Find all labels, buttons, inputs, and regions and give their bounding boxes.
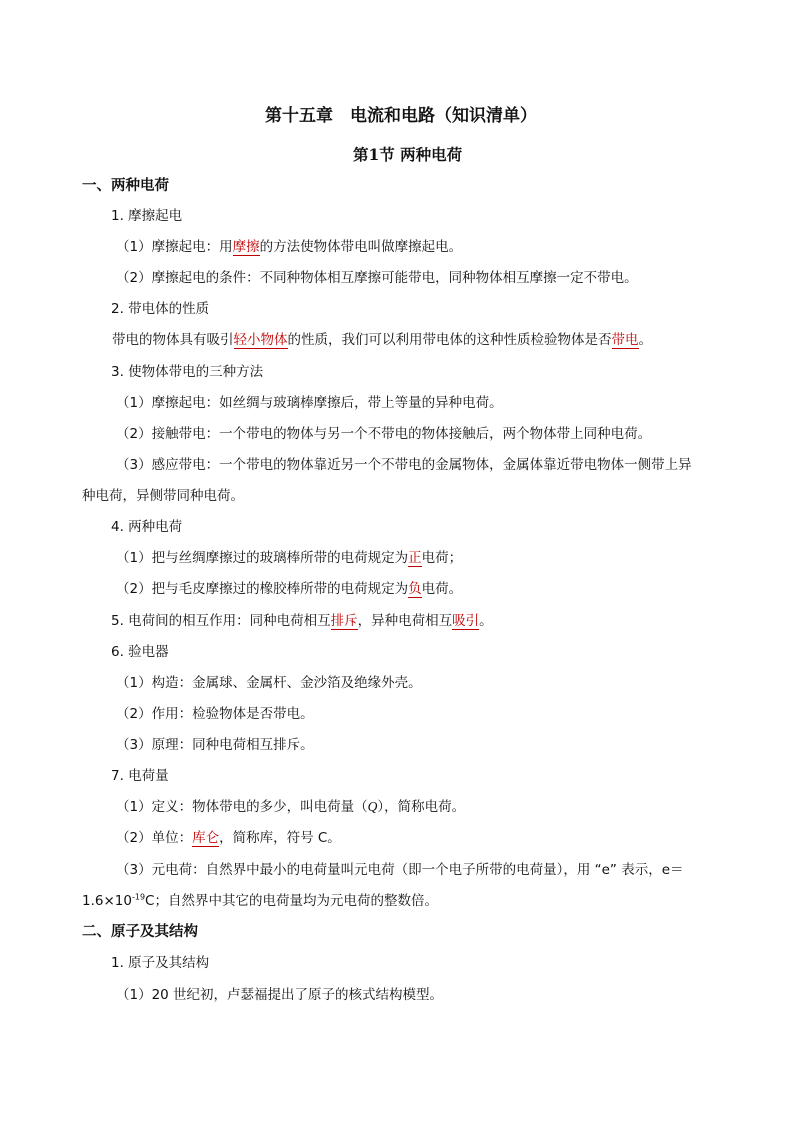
section-title: 第1节 两种电荷 bbox=[353, 145, 463, 164]
text: ，异种电荷相互 bbox=[357, 613, 453, 629]
subheading-electroscope: 6. 验电器 bbox=[111, 644, 169, 660]
symbol-q: Q bbox=[367, 799, 378, 814]
subheading-friction: 1. 摩擦起电 bbox=[111, 208, 183, 224]
paragraph-electroscope-principle: （3）原理：同种电荷相互排斥。 bbox=[116, 737, 314, 753]
text: 的方法使物体带电叫做摩擦起电。 bbox=[259, 239, 463, 255]
paragraph-negative-charge bbox=[116, 579, 462, 599]
paragraph-elementary-charge-cont bbox=[82, 891, 438, 911]
answer-friction: 摩擦 bbox=[232, 239, 260, 255]
subheading-charge-quantity: 7. 电荷量 bbox=[111, 768, 169, 784]
paragraph-property bbox=[112, 330, 652, 350]
paragraph-charge-definition bbox=[116, 797, 465, 817]
text: （1）把与丝绸摩擦过的玻璃棒所带的电荷规定为 bbox=[116, 550, 409, 566]
text: 带电的物体具有吸引 bbox=[112, 332, 234, 348]
paragraph-method-induction-cont: 种电荷，异侧带同种电荷。 bbox=[82, 488, 244, 504]
paragraph-positive-charge bbox=[116, 548, 462, 568]
text: （2）单位： bbox=[116, 830, 193, 846]
chapter-title: 第十五章 电流和电路（知识清单） bbox=[265, 106, 537, 126]
text: 。 bbox=[638, 332, 652, 348]
paragraph-friction-condition: （2）摩擦起电的条件：不同种物体相互摩擦可能带电，同种物体相互摩擦一定不带电。 bbox=[116, 270, 638, 286]
answer-repel: 排斥 bbox=[330, 613, 358, 629]
text: C；自然界中其它的电荷量均为元电荷的整数倍。 bbox=[145, 893, 438, 909]
text: 5. 电荷间的相互作用：同种电荷相互 bbox=[111, 613, 331, 629]
paragraph-elementary-charge: （3）元电荷：自然界中最小的电荷量叫元电荷（即一个电子所带的电荷量），用 “e” 表示，e＝ bbox=[116, 862, 684, 878]
answer-light-objects: 轻小物体 bbox=[233, 332, 288, 348]
paragraph-method-friction: （1）摩擦起电：如丝绸与玻璃棒摩擦后，带上等量的异种电荷。 bbox=[116, 395, 503, 411]
text: 电荷； bbox=[421, 550, 463, 566]
answer-negative: 负 bbox=[408, 581, 422, 597]
text: ），简称电荷。 bbox=[377, 799, 466, 815]
text: （1）摩擦起电：用 bbox=[116, 239, 233, 255]
text: 的性质，我们可以利用带电体的这种性质检验物体是否 bbox=[287, 332, 612, 348]
answer-positive: 正 bbox=[408, 550, 422, 566]
subheading-property: 2. 带电体的性质 bbox=[111, 301, 210, 317]
subheading-atom: 1. 原子及其结构 bbox=[111, 955, 210, 971]
paragraph-charge-unit bbox=[116, 828, 341, 848]
text: 1.6×10 bbox=[82, 893, 132, 909]
text: ，简称库，符号 C。 bbox=[219, 830, 341, 846]
subheading-two-kinds: 4. 两种电荷 bbox=[111, 519, 183, 535]
subheading-interaction bbox=[111, 611, 493, 631]
paragraph-rutherford: （1）20 世纪初，卢瑟福提出了原子的核式结构模型。 bbox=[116, 987, 444, 1003]
exponent: -19 bbox=[131, 892, 146, 902]
text: 电荷。 bbox=[421, 581, 463, 597]
heading-two-charges: 一、两种电荷 bbox=[82, 177, 169, 194]
paragraph-method-induction: （3）感应带电：一个带电的物体靠近另一个不带电的金属物体，金属体靠近带电物体一侧带上异 bbox=[116, 457, 692, 473]
paragraph-friction-def bbox=[116, 237, 462, 257]
heading-atom-structure: 二、原子及其结构 bbox=[82, 923, 198, 940]
text: （2）把与毛皮摩擦过的橡胶棒所带的电荷规定为 bbox=[116, 581, 409, 597]
text: （1）定义：物体带电的多少，叫电荷量（ bbox=[116, 799, 368, 815]
paragraph-electroscope-structure: （1）构造：金属球、金属杆、金沙箔及绝缘外壳。 bbox=[116, 675, 422, 691]
text: 。 bbox=[479, 613, 493, 629]
answer-attract: 吸引 bbox=[452, 613, 480, 629]
answer-coulomb: 库仑 bbox=[192, 830, 220, 846]
answer-charged: 带电 bbox=[611, 332, 639, 348]
paragraph-method-contact: （2）接触带电：一个带电的物体与另一个不带电的物体接触后，两个物体带上同种电荷。 bbox=[116, 426, 652, 442]
subheading-three-methods: 3. 使物体带电的三种方法 bbox=[111, 364, 264, 380]
paragraph-electroscope-function: （2）作用：检验物体是否带电。 bbox=[116, 706, 314, 722]
